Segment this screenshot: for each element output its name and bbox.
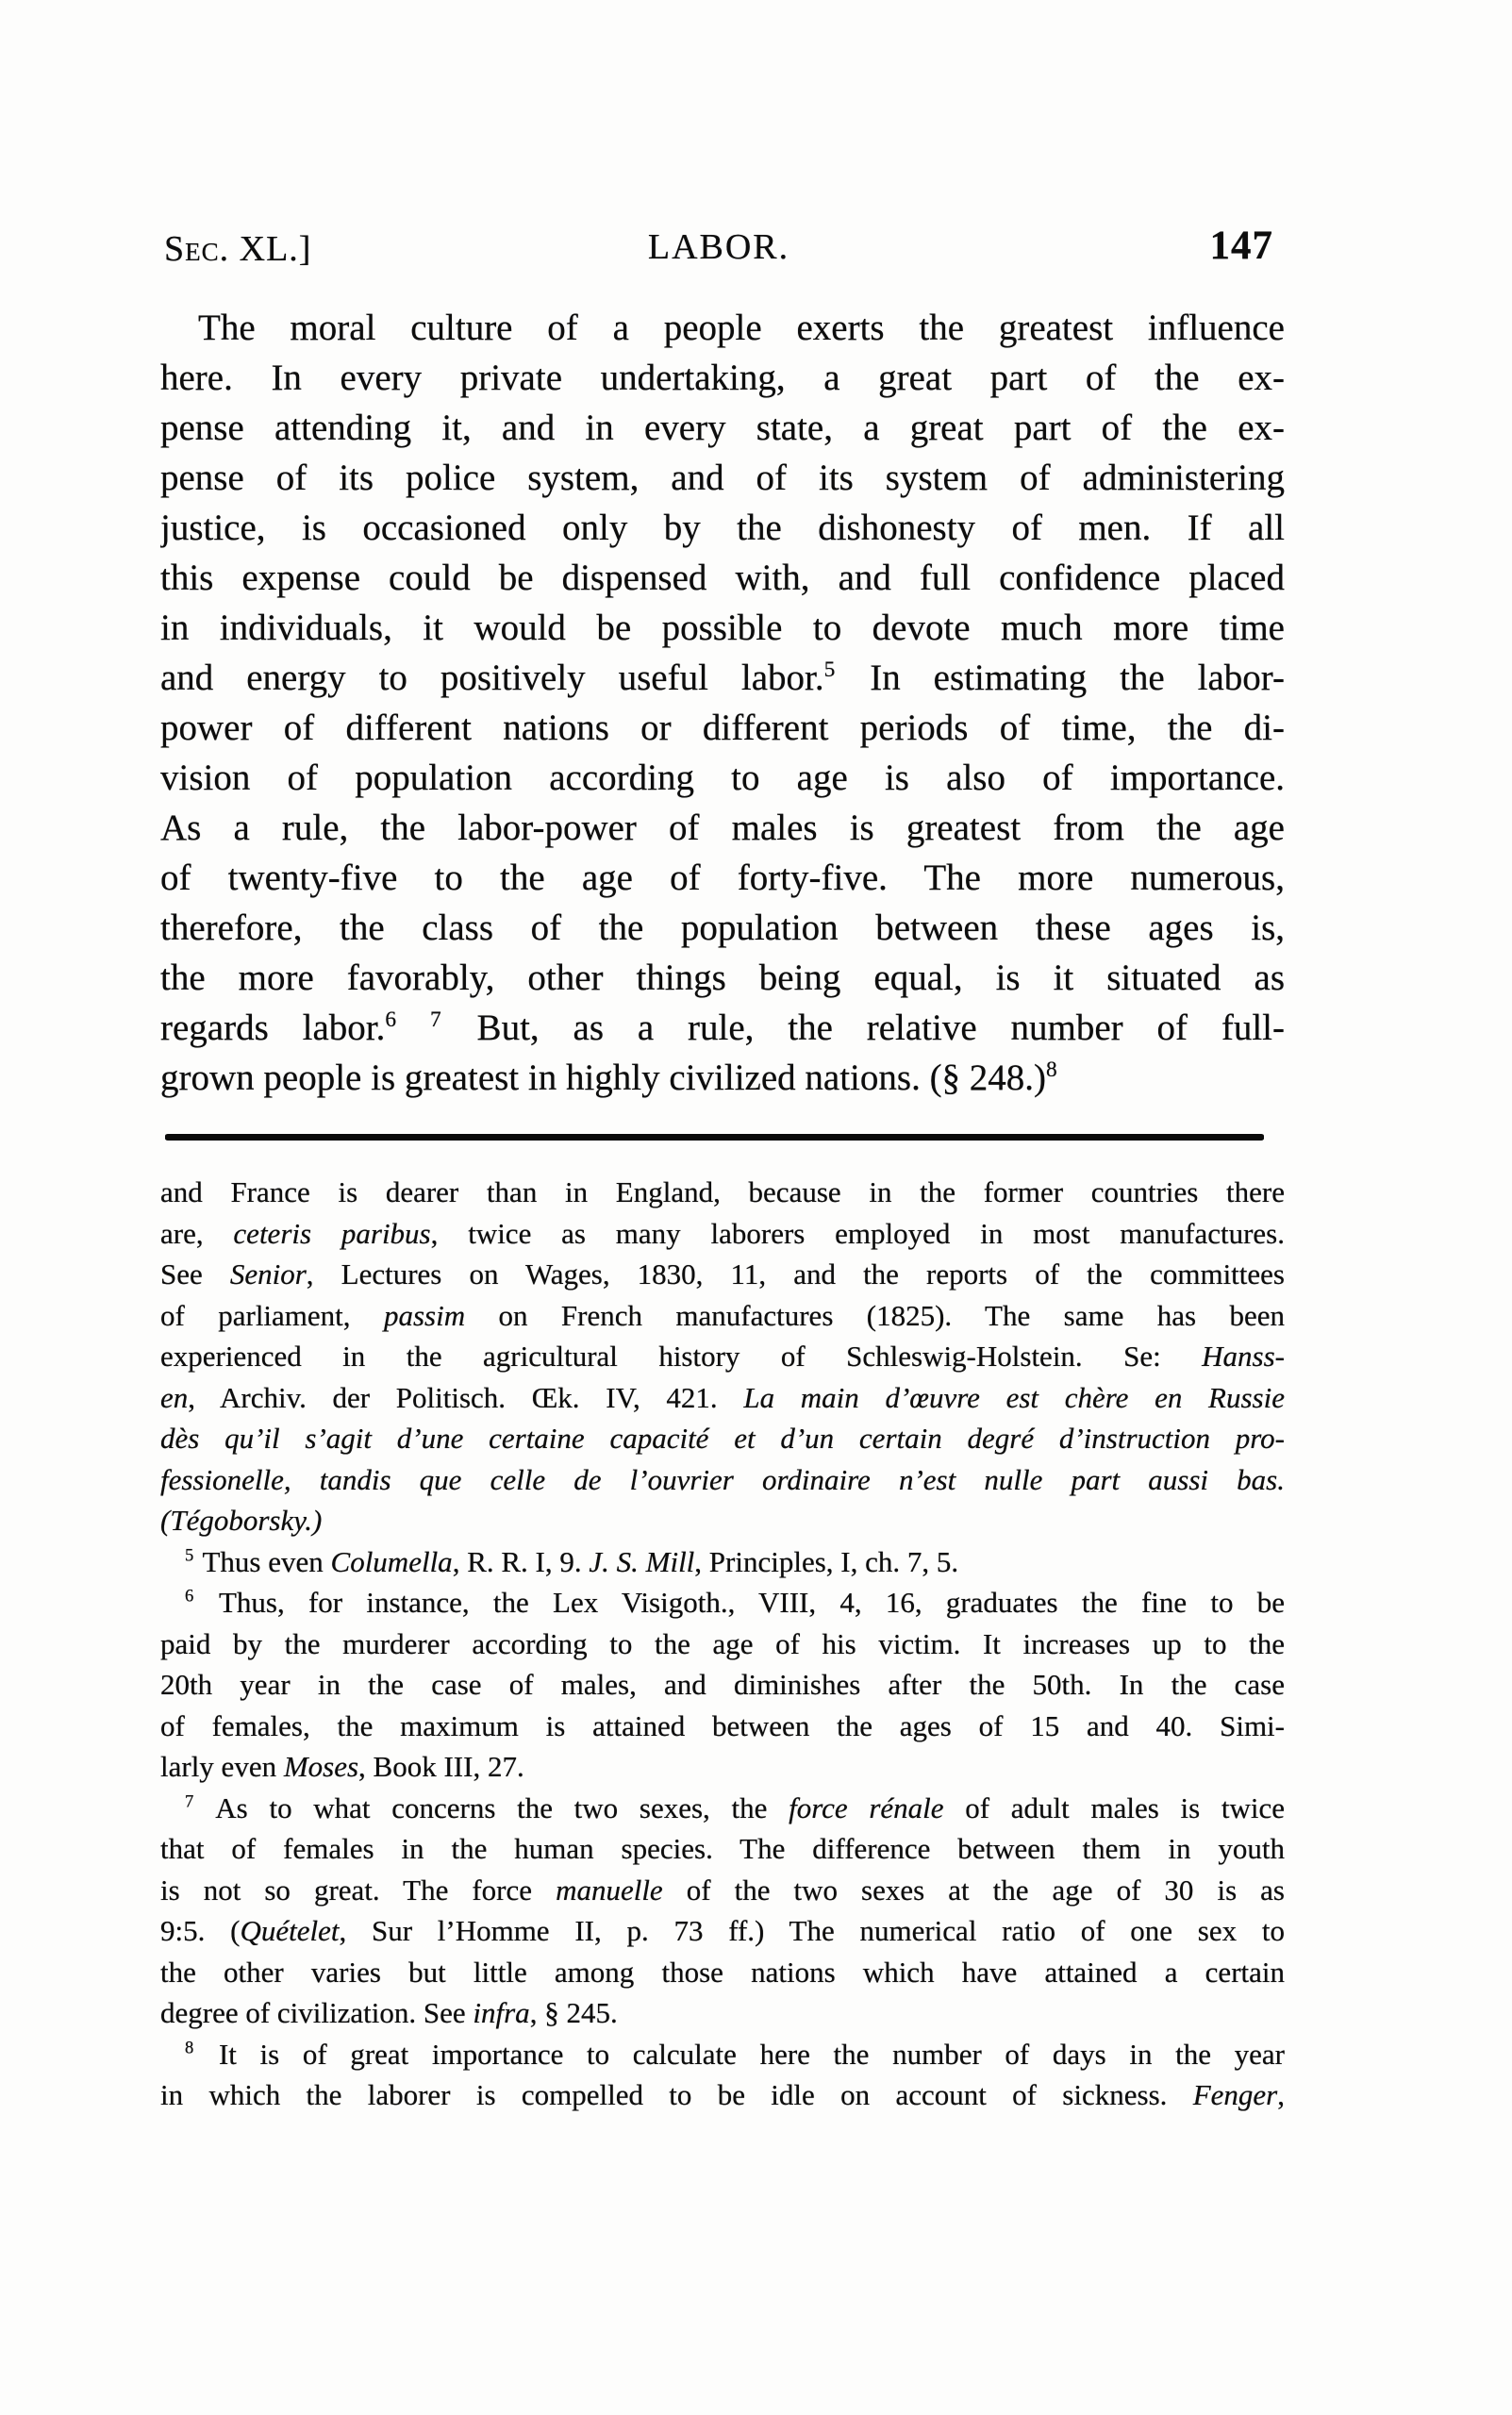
text-segment: larly even [160, 1750, 284, 1783]
text-segment: , R. R. I, 9. [452, 1544, 590, 1578]
footnote-rule [165, 1134, 1264, 1141]
text-line [160, 1418, 1285, 1459]
text-line [160, 1254, 1285, 1295]
text-segment: , Archiv. der Politisch. Œk. IV, 421. [188, 1380, 744, 1414]
text-line [160, 1706, 1285, 1747]
text-segment: 20th year in the case of males, and diminishes after the 50th. In the case [160, 1668, 1285, 1701]
running-head [160, 223, 1275, 272]
text-segment: are, [160, 1216, 234, 1250]
text-line [160, 603, 1285, 653]
text-segment: See [160, 1257, 230, 1291]
text-line [160, 1952, 1285, 1993]
text-segment: (Tégoborsky.) [160, 1504, 323, 1537]
text-segment: infra [473, 1996, 530, 2029]
text-segment: It is of great importance to calculate here the number of days in the year [195, 2037, 1285, 2071]
text-segment: Senior [229, 1257, 307, 1291]
text-line [160, 453, 1285, 503]
text-line [160, 1788, 1285, 1829]
text-segment: passim [383, 1298, 466, 1332]
text-segment: J. S. Mill [589, 1544, 695, 1578]
text-segment: is not so great. The force [160, 1873, 557, 1907]
text-segment: regards labor. [160, 1008, 386, 1048]
text-segment: But, as a rule, the relative number of full- [442, 1008, 1285, 1048]
text-segment: force rénale [789, 1790, 944, 1824]
text-segment: the more favorably, other things being equal, is it situated as [160, 958, 1285, 998]
text-line [160, 653, 1285, 703]
footnote-marker: 7 [185, 1791, 196, 1812]
text-segment: on French manufactures (1825). The same has been [465, 1298, 1285, 1332]
text-line [160, 1459, 1285, 1501]
text-line [160, 1003, 1285, 1053]
text-segment: As a rule, the labor-power of males is greatest from the age [160, 808, 1285, 848]
text-line [160, 953, 1285, 1003]
text-segment: , Lectures on Wages, 1830, 11, and the reports of the committees [306, 1257, 1285, 1291]
text-line [160, 703, 1285, 753]
text-line [160, 1870, 1285, 1911]
text-segment: vision of population according to age is also of importance. [160, 758, 1285, 798]
text-line [160, 1541, 1285, 1583]
text-line [160, 803, 1285, 853]
text-segment: in individuals, it would be possible to devote much more time [160, 608, 1285, 648]
text-segment: pense of its police system, and of its system of administering [160, 458, 1285, 498]
text-line [160, 1053, 1285, 1103]
text-line [160, 1295, 1285, 1337]
text-segment: , Principles, I, ch. 7, 5. [694, 1544, 959, 1578]
page-number: 147 [1209, 224, 1273, 268]
text-line [160, 1336, 1285, 1377]
text-segment: ceteris paribus [233, 1216, 431, 1250]
text-segment: Quételet [240, 1914, 340, 1947]
text-line [160, 2074, 1285, 2116]
text-line [160, 1172, 1285, 1213]
text-line [160, 1500, 1285, 1541]
text-line [160, 1664, 1285, 1706]
text-segment: Thus, for instance, the Lex Visigoth., VIII, 4, 16, graduates the fine to be [195, 1586, 1285, 1619]
text-segment: Moses [283, 1750, 359, 1783]
footnote-marker: 8 [1046, 1058, 1059, 1082]
text-segment: en [160, 1380, 189, 1414]
text-segment: here. In every private undertaking, a great part of the ex- [160, 358, 1285, 398]
text-segment: , § 245. [529, 1996, 618, 2029]
text-segment: degree of civilization. See [160, 1996, 474, 2029]
text-segment: dès qu’il s’agit d’une certaine capacité et d’un certain degré d’instruction pro- [160, 1422, 1285, 1455]
text-segment: this expense could be dispensed with, and full confidence placed [160, 558, 1285, 598]
text-line [160, 303, 1285, 353]
footnote-marker: 6 [185, 1586, 196, 1607]
text-segment: of parliament, [160, 1298, 384, 1332]
footnote-marker: 5 [823, 658, 838, 682]
text-line [160, 1828, 1285, 1870]
text-segment: experienced in the agricultural history of Schleswig-Holstein. Se: [160, 1340, 1203, 1373]
footnotes-block [160, 1172, 1285, 2116]
text-line [160, 1582, 1285, 1624]
text-segment: Thus even [195, 1544, 331, 1578]
text-segment: , twice as many laborers employed in most manufactures. [430, 1216, 1285, 1250]
running-title: LABOR. [647, 227, 790, 267]
text-segment: The moral culture of a people exerts the greatest influence [198, 308, 1285, 348]
main-text-block [160, 303, 1285, 1103]
text-segment: of twenty-five to the age of forty-five. The more numerous, [160, 858, 1285, 898]
text-segment: of adult males is twice [943, 1790, 1285, 1824]
text-line [160, 553, 1285, 603]
text-segment: justice, is occasioned only by the dishonesty of men. If all [160, 508, 1285, 548]
text-line [160, 1992, 1285, 2034]
text-segment: Fenger [1192, 2078, 1278, 2111]
text-segment: paid by the murderer according to the age of his victim. It increases up to the [160, 1626, 1285, 1660]
text-segment: and energy to positively useful labor. [160, 658, 824, 698]
text-line [160, 2034, 1285, 2075]
text-segment: of the two sexes at the age of 30 is as [662, 1873, 1285, 1907]
text-segment: manuelle [556, 1873, 663, 1907]
footnote-marker: 5 [185, 1545, 196, 1566]
text-segment: , [1277, 2078, 1285, 2111]
footnote-marker: 6 7 [385, 1008, 443, 1032]
text-segment: of females, the maximum is attained between the ages of 15 and 40. Simi- [160, 1708, 1285, 1742]
text-line [160, 1624, 1285, 1665]
text-segment: In estimating the labor- [837, 658, 1285, 698]
text-segment: power of different nations or different periods of time, the di- [160, 708, 1285, 748]
text-segment: Hanss- [1202, 1340, 1285, 1373]
text-line [160, 403, 1285, 453]
text-segment: grown people is greatest in highly civilized nations. (§ 248.) [160, 1058, 1047, 1098]
text-line [160, 1377, 1285, 1419]
text-segment: fessionelle, tandis que celle de l’ouvrier ordinaire n’est nulle part aussi bas. [160, 1462, 1285, 1496]
footnote-marker: 8 [185, 2038, 196, 2058]
text-line [160, 353, 1285, 403]
text-segment: As to what concerns the two sexes, the [195, 1790, 789, 1824]
text-segment: , Book III, 27. [358, 1750, 524, 1783]
text-segment: the other varies but little among those nations which have attained a certain [160, 1955, 1285, 1989]
text-segment: La main d’œuvre est chère en Russie [743, 1380, 1285, 1414]
text-segment: therefore, the class of the population between these ages is, [160, 908, 1285, 948]
text-segment: , Sur l’Homme II, p. 73 ff.) The numerical ratio of one sex to [339, 1914, 1285, 1947]
text-line [160, 1746, 1285, 1788]
section-label: Sec. XL.] [164, 229, 312, 269]
text-line [160, 903, 1285, 953]
text-line [160, 1213, 1285, 1255]
text-segment: and France is dearer than in England, because in the former countries there [160, 1175, 1285, 1208]
text-line [160, 853, 1285, 903]
text-segment: that of females in the human species. The difference between them in youth [160, 1832, 1285, 1865]
text-segment: 9:5. ( [160, 1914, 241, 1947]
text-line [160, 753, 1285, 803]
text-segment: pense attending it, and in every state, a great part of the ex- [160, 408, 1285, 448]
text-line [160, 503, 1285, 553]
text-segment: in which the laborer is compelled to be idle on account of sickness. [160, 2078, 1193, 2111]
text-line [160, 1910, 1285, 1952]
text-segment: Columella [330, 1544, 453, 1578]
